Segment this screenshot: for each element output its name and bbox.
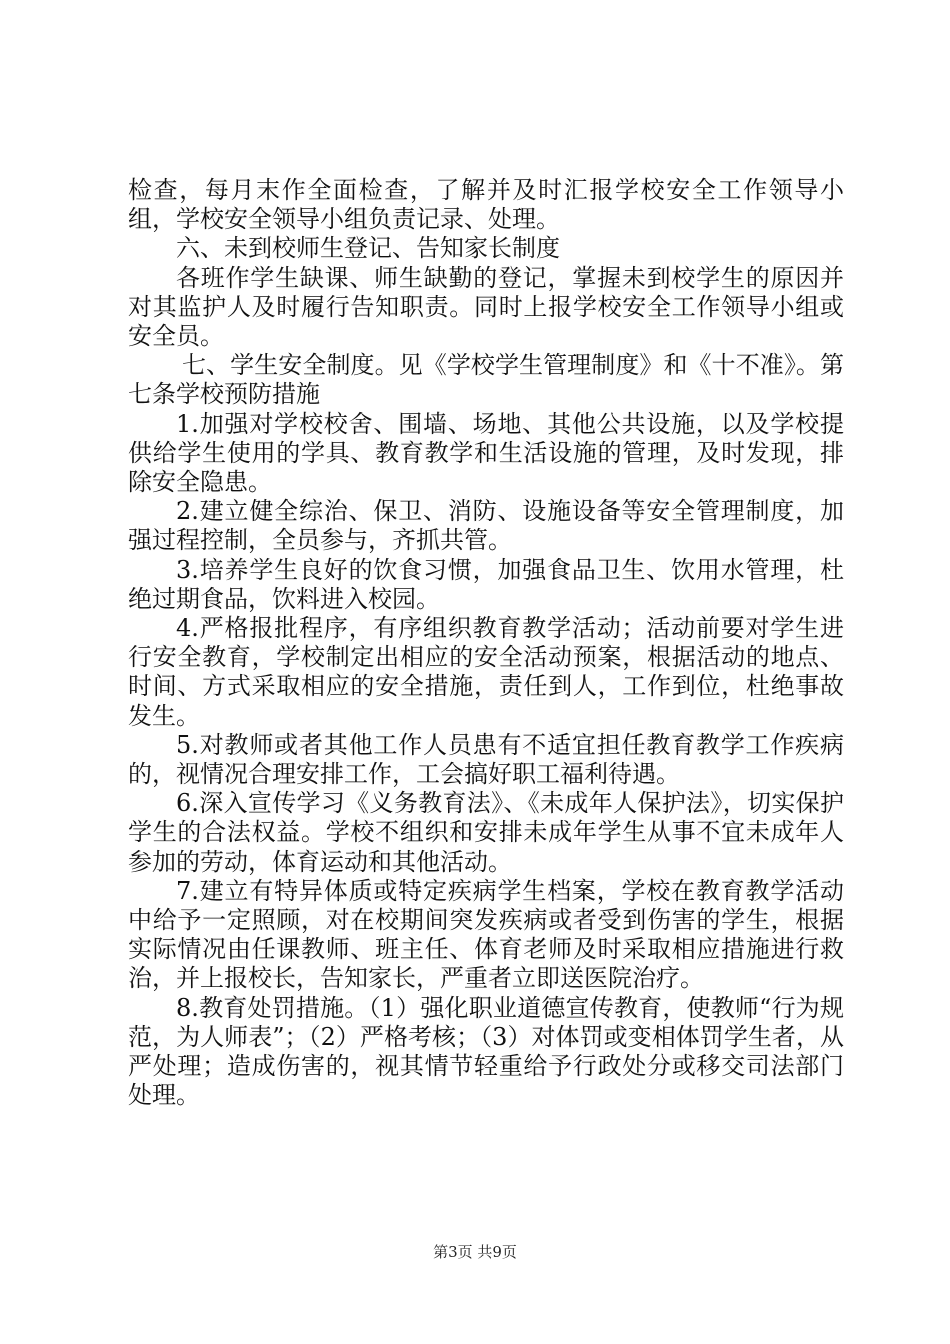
list-item-measure-7: 7.建立有特异体质或特定疾病学生档案，学校在教育教学活动中给予一定照顾，对在校期间突发疾病或者受到伤害的学生，根据实际情况由任课教师、班主任、体育老师及时采取相应措施进行救治，并上报校长，告知家长，严重者立即送医院治疗。 [128,876,844,993]
paragraph-continuation: 检查，每月末作全面检查，了解并及时汇报学校安全工作领导小组，学校安全领导小组负责记录、处理。 [128,176,844,234]
list-item-measure-4: 4.严格报批程序，有序组织教育教学活动；活动前要对学生进行安全教育，学校制定出相应的安全活动预案，根据活动的地点、时间、方式采取相应的安全措施，责任到人，工作到位，杜绝事故发生。 [128,614,844,730]
document-body [128,176,844,1111]
list-item-measure-2: 2.建立健全综治、保卫、消防、设施设备等安全管理制度，加强过程控制，全员参与，齐抓共管。 [128,497,844,555]
list-item-measure-1: 1.加强对学校校舍、围墙、场地、其他公共设施，以及学校提供给学生使用的学具、教育教学和生活设施的管理，及时发现，排除安全隐患。 [128,409,844,497]
section-heading-absence-registration: 六、未到校师生登记、告知家长制度 [176,234,560,263]
list-item-measure-6: 6.深入宣传学习《义务教育法》、《未成年人保护法》，切实保护学生的合法权益。学校不组织和安排未成年学生从事不宜未成年人参加的劳动，体育运动和其他活动。 [128,789,844,876]
paragraph-absence-registration: 各班作学生缺课、师生缺勤的登记，掌握未到校学生的原因并对其监护人及时履行告知职责。同时上报学校安全工作领导小组或安全员。 [128,263,844,351]
list-item-measure-3: 3.培养学生良好的饮食习惯，加强食品卫生、饮用水管理，杜绝过期食品，饮料进入校园。 [128,555,844,613]
page-number-footer: 第3页 共9页 [433,1243,517,1261]
list-item-measure-8: 8.教育处罚措施。（1）强化职业道德宣传教育，使教师“行为规范，为人师表”；（2）严格考核；（3）对体罚或变相体罚学生者，从严处理；造成伤害的，视其情节轻重给予行政处分或移交司法部门处理。 [128,993,844,1110]
section-heading-student-safety: 七、学生安全制度。见《学校学生管理制度》和《十不准》。第七条学校预防措施 [128,351,844,409]
list-item-measure-5: 5.对教师或者其他工作人员患有不适宜担任教育教学工作疾病的，视情况合理安排工作，工会搞好职工福利待遇。 [128,730,844,789]
